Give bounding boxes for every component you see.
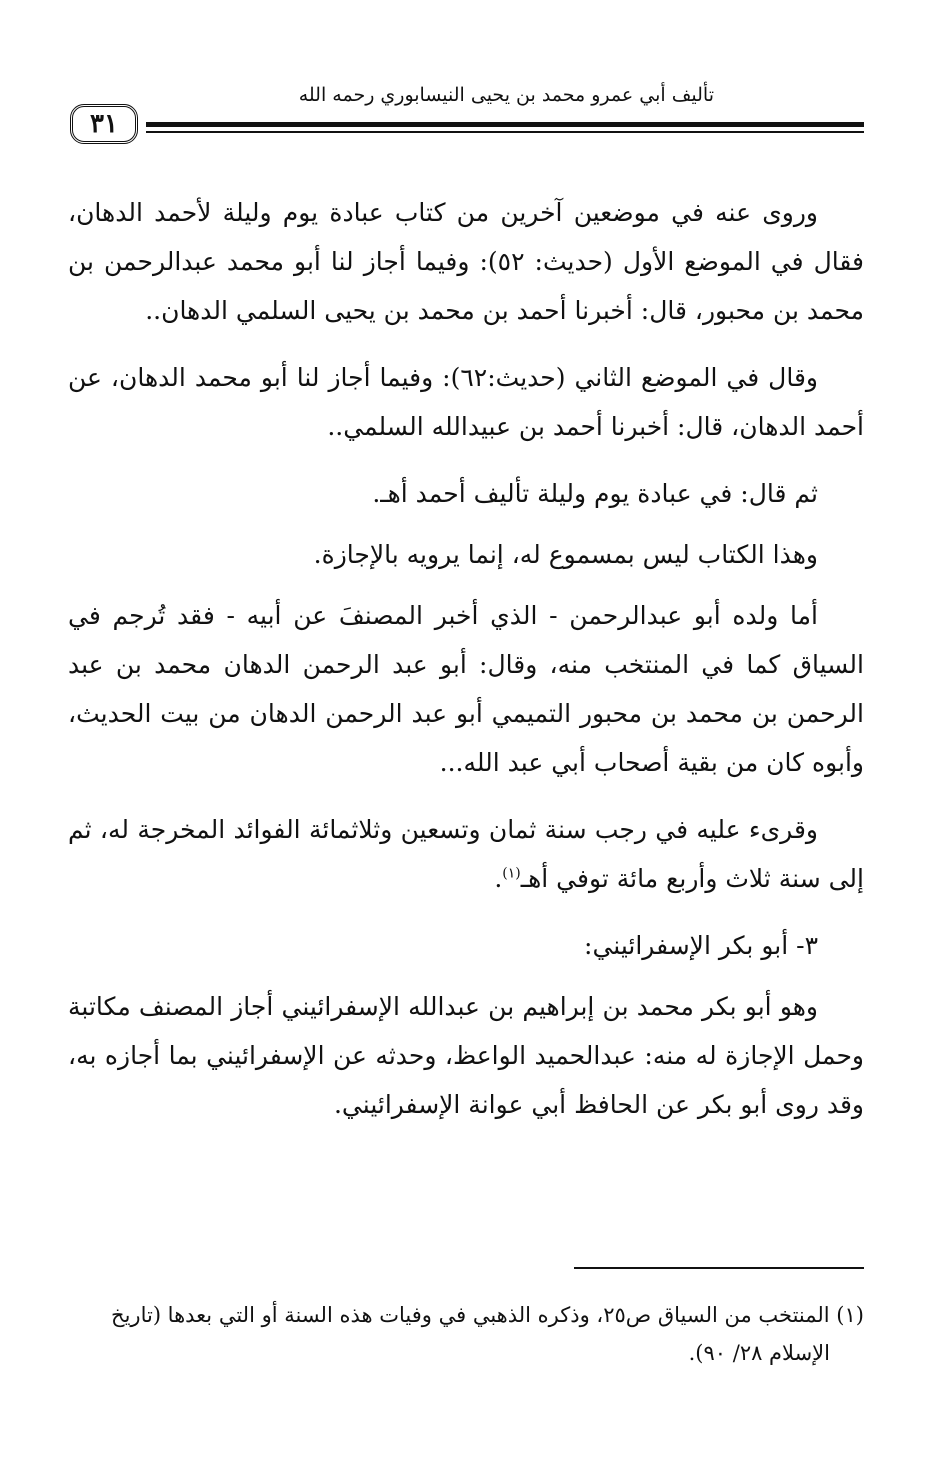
page-number: ٣١ — [70, 104, 138, 144]
paragraph-6 — [68, 805, 864, 903]
running-title: تأليف أبي عمرو محمد بن يحيى النيسابوري رحمه الله — [298, 84, 714, 106]
paragraph-3: ثم قال: في عبادة يوم وليلة تأليف أحمد أهـ. — [372, 479, 818, 508]
main-text — [68, 188, 864, 1147]
header-rule-thick — [146, 122, 864, 127]
footnote-line-1: (١) المنتخب من السياق ص٢٥، وذكره الذهبي في وفيات هذه السنة أو التي بعدها (تاريخ — [111, 1303, 864, 1327]
footnote-marker: (١) — [502, 865, 521, 882]
footnote-divider — [574, 1267, 864, 1269]
paragraph-5: أما ولده أبو عبدالرحمن - الذي أخبر المصنفَ عن أبيه - فقد تُرجم في السياق كما في المنتخب منه، وقال: أبو عبد الرحمن الدهان محمد بن عبد الرحمن بن محمد بن محبور التميمي أبو عبد الرحمن الدهان من بيت الحديث، وأبوه كان من بقية أصحاب أبي عبد الله... — [68, 601, 864, 777]
paragraph-1: وروى عنه في موضعين آخرين من كتاب عبادة يوم وليلة لأحمد الدهان، فقال في الموضع الأول (حديث: ٥٢): وفيما أجاز لنا أبو محمد عبدالرحمن بن محمد بن محبور، قال: أخبرنا أحمد بن محمد بن يحيى السلمي الدهان.. — [68, 198, 864, 325]
page-header — [68, 78, 864, 158]
section-heading: ٣- أبو بكر الإسفرائيني: — [584, 931, 818, 960]
header-rule-thin — [146, 131, 864, 133]
paragraph-2: وقال في الموضع الثاني (حديث:٦٢): وفيما أجاز لنا أبو محمد الدهان، عن أحمد الدهان، قال: أخبرنا أحمد بن عبيدالله السلمي.. — [68, 363, 864, 441]
footnote-line-2: الإسلام ٢٨/ ٩٠). — [688, 1341, 830, 1365]
paragraph-7: وهو أبو بكر محمد بن إبراهيم بن عبدالله الإسفرائيني أجاز المصنف مكاتبة وحمل الإجازة له منه: عبدالحميد الواعظ، وحدثه عن الإسفرائيني بما أجازه به، وقد روى أبو بكر عن الحافظ أبي عوانة الإسفرائيني. — [68, 992, 864, 1119]
footnote — [68, 1296, 864, 1372]
paragraph-6-end: . — [494, 864, 503, 893]
paragraph-6-text: وقرىء عليه في رجب سنة ثمان وتسعين وثلاثمائة الفوائد المخرجة له، ثم إلى سنة ثلاث وأربع مائة توفي أهـ — [68, 815, 864, 893]
paragraph-4: وهذا الكتاب ليس بمسموع له، إنما يرويه بالإجازة. — [313, 540, 818, 569]
